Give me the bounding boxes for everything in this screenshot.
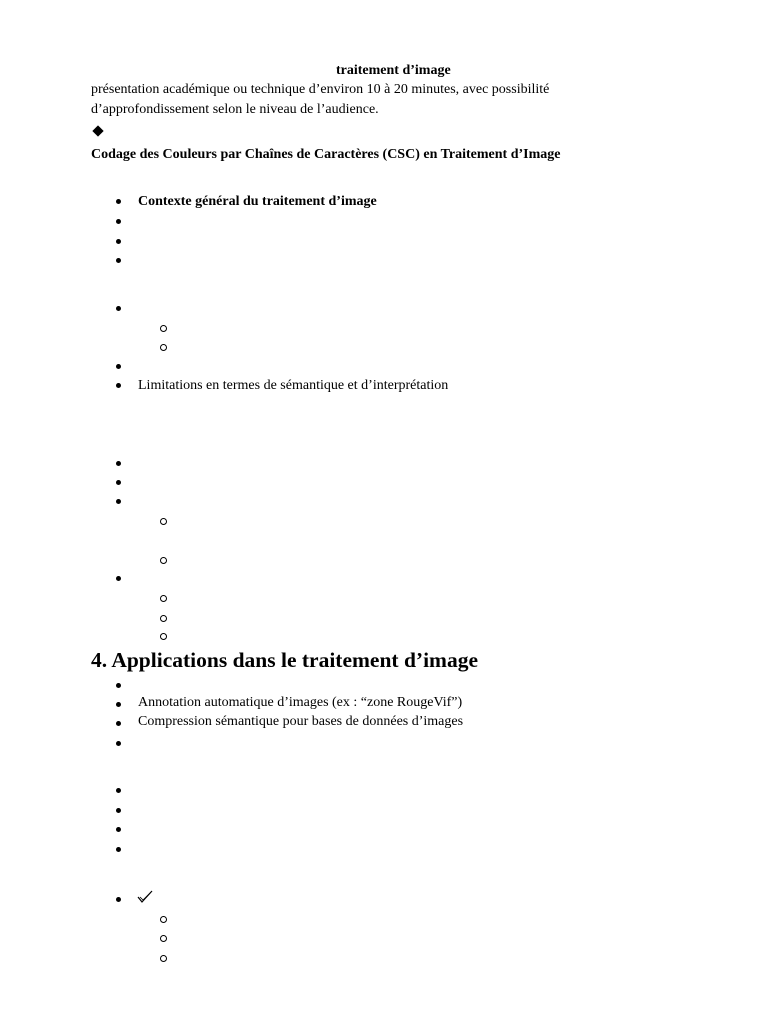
sub-list-bullet: [160, 615, 167, 622]
list-bullet: [116, 788, 121, 793]
list-bullet: [116, 576, 121, 581]
section-heading: Codage des Couleurs par Chaînes de Caractères (CSC) en Traitement d’Image: [91, 147, 561, 162]
sub-list-bullet: [160, 518, 167, 525]
checkmark-icon: [137, 890, 153, 904]
list-bullet: [116, 808, 121, 813]
list-bullet: [116, 239, 121, 244]
list-item-annotation: Annotation automatique d’images (ex : “zone RougeVif”): [138, 695, 463, 710]
sub-list-bullet: [160, 955, 167, 962]
list-bullet: [116, 741, 121, 746]
list-bullet: [116, 499, 121, 504]
applications-heading: 4. Applications dans le traitement d’image: [91, 648, 478, 672]
intro-line-1: présentation académique ou technique d’environ 10 à 20 minutes, avec possibilité: [91, 82, 550, 97]
list-item-limitations: Limitations en termes de sémantique et d’interprétation: [138, 378, 449, 393]
sub-list-bullet: [160, 935, 167, 942]
list-bullet: [116, 258, 121, 263]
list-bullet: [116, 827, 121, 832]
sub-list-bullet: [160, 595, 167, 602]
sub-list-bullet: [160, 557, 167, 564]
list-item-compression: Compression sémantique pour bases de données d’images: [138, 714, 464, 729]
list-bullet: [116, 306, 121, 311]
list-bullet: [116, 364, 121, 369]
list-item-context: Contexte général du traitement d’image: [138, 194, 377, 209]
sub-list-bullet: [160, 633, 167, 640]
sub-list-bullet: [160, 344, 167, 351]
list-bullet: [116, 461, 121, 466]
diamond-bullet-icon: [92, 125, 103, 136]
list-bullet: [116, 683, 121, 688]
list-bullet: [116, 480, 121, 485]
document-title: traitement d’image: [336, 63, 451, 78]
list-bullet: [116, 702, 121, 707]
list-bullet: [116, 897, 121, 902]
list-bullet: [116, 847, 121, 852]
sub-list-bullet: [160, 916, 167, 923]
sub-list-bullet: [160, 325, 167, 332]
list-bullet: [116, 383, 121, 388]
intro-line-2: d’approfondissement selon le niveau de l’audience.: [91, 102, 379, 117]
list-bullet: [116, 219, 121, 224]
list-bullet: [116, 199, 121, 204]
list-bullet: [116, 721, 121, 726]
